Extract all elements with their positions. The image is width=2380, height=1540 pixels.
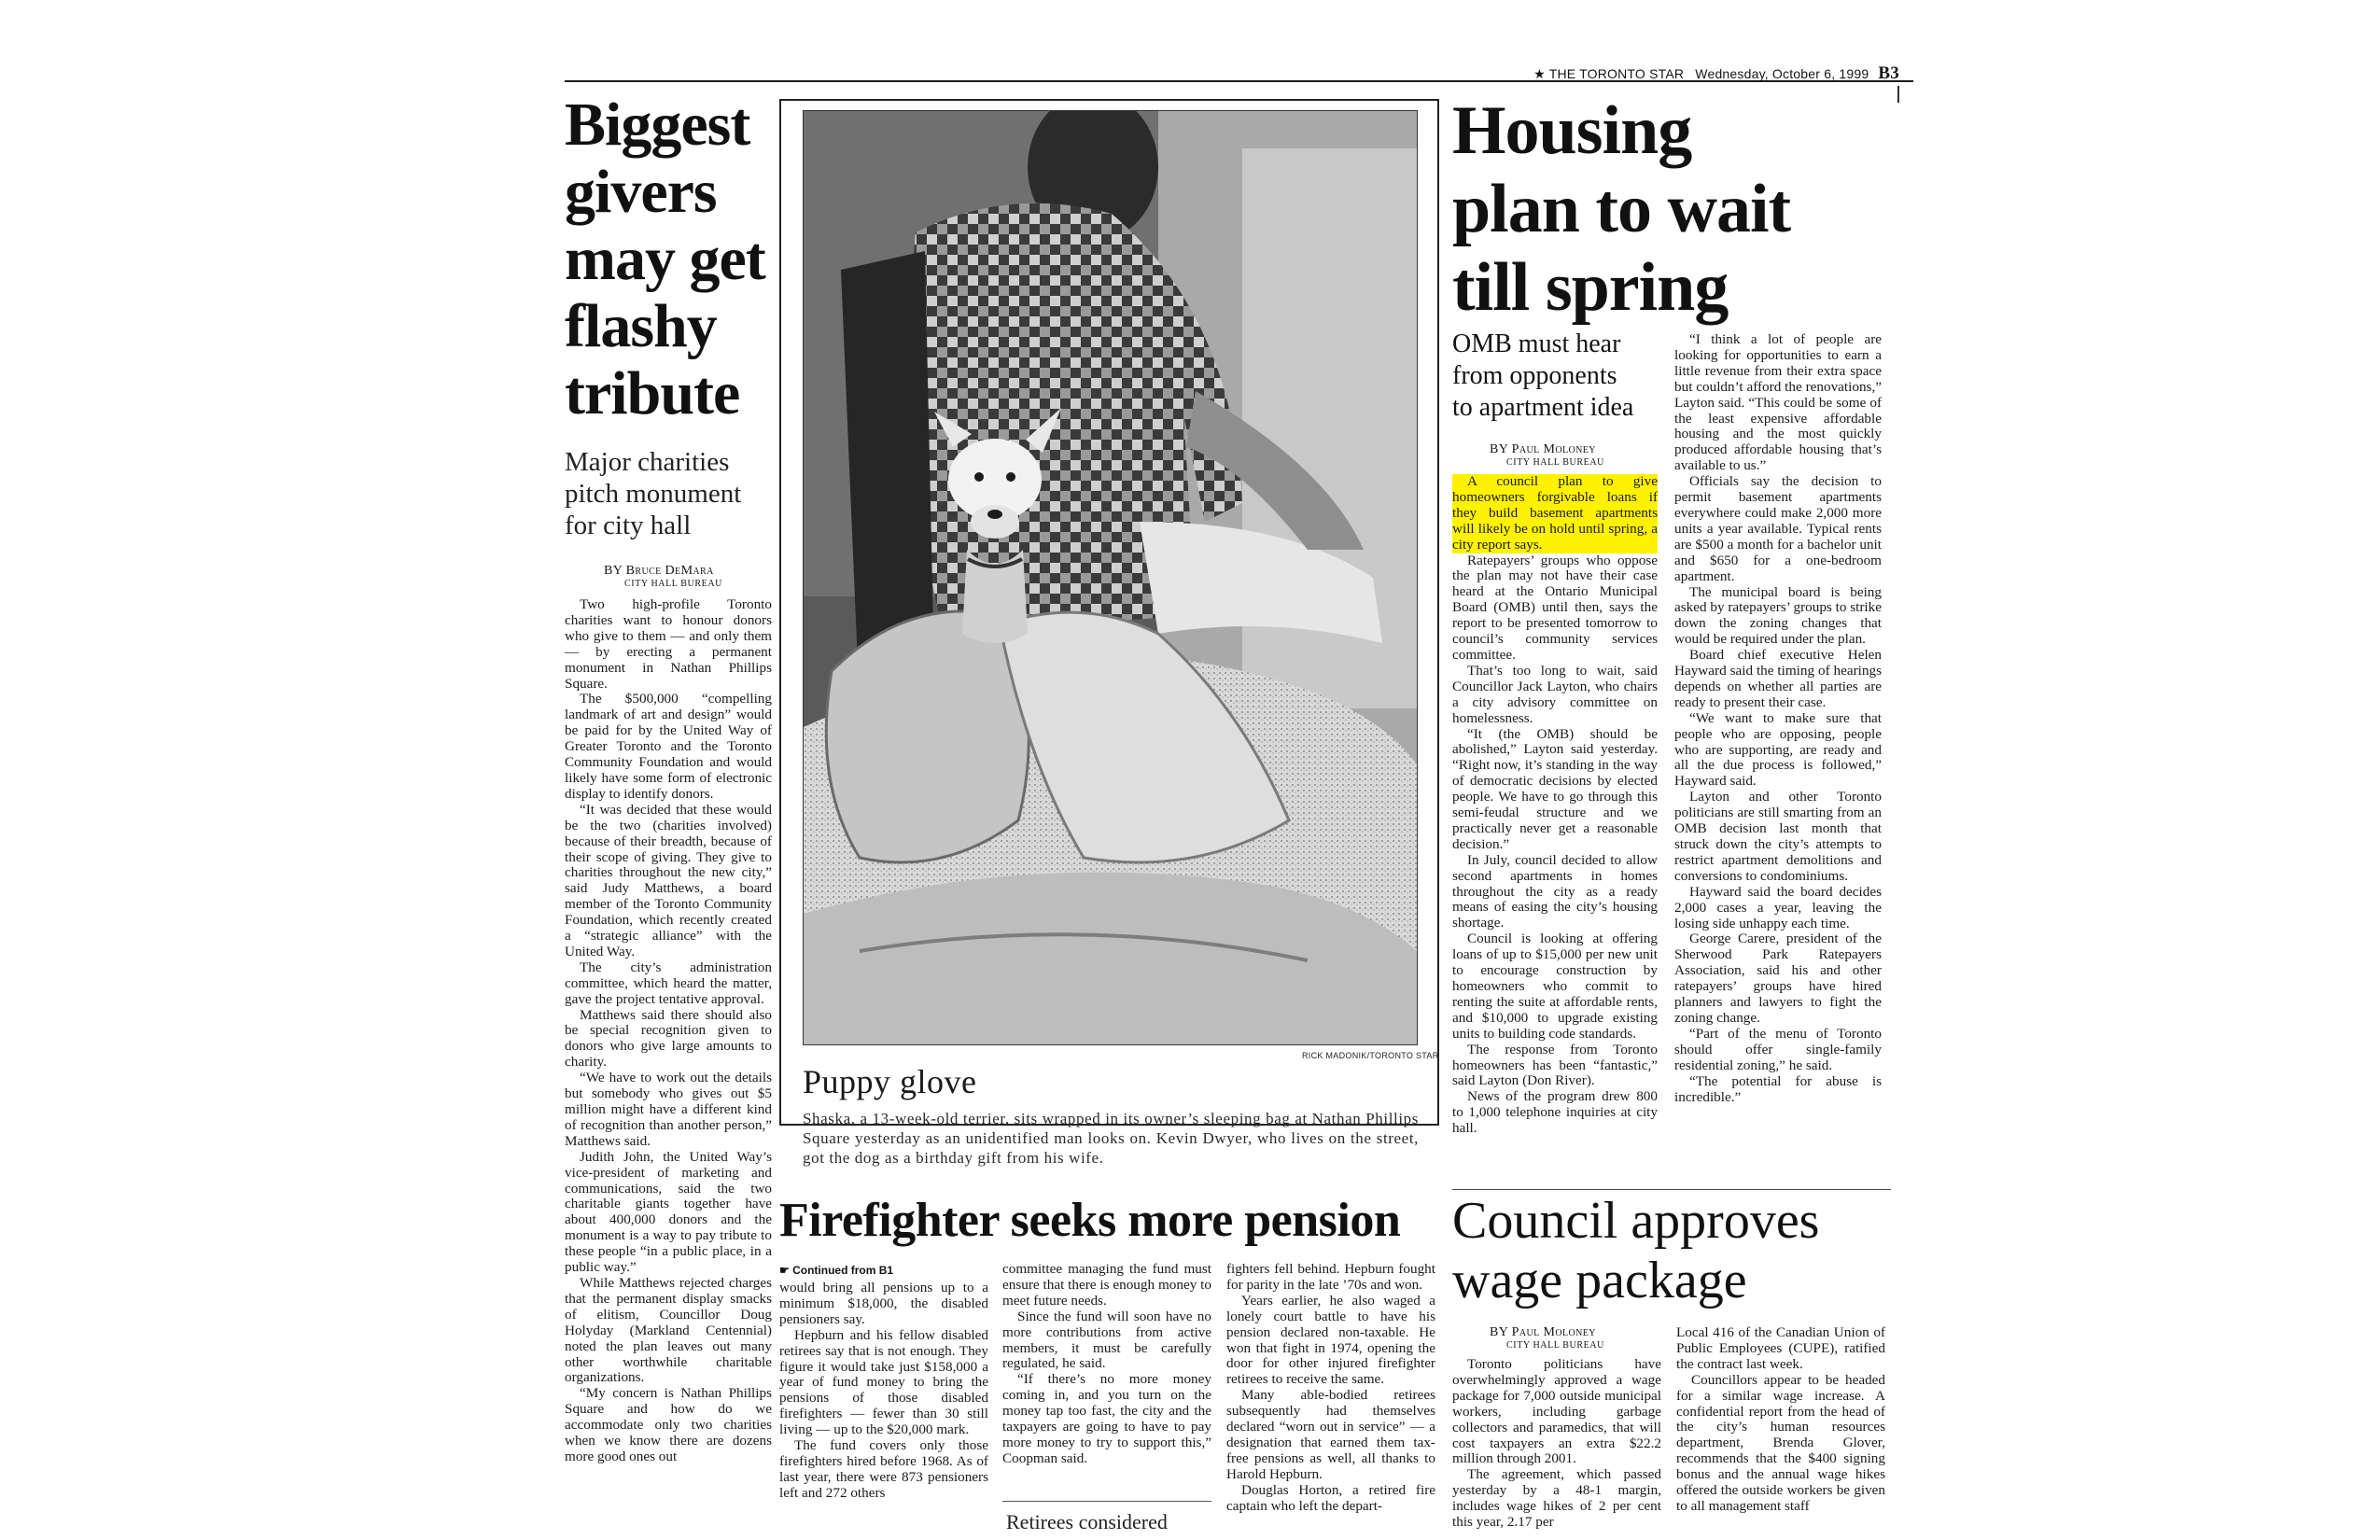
star-icon: ★ — [1533, 66, 1546, 81]
story-biggest-givers — [565, 91, 772, 589]
caption-title: Puppy glove — [803, 1063, 977, 1100]
page-number: B3 — [1878, 63, 1899, 83]
byline-moloney-housing: BY Paul Moloney CITY HALL BUREAU — [1490, 442, 1604, 468]
margin-mark — [1897, 86, 1899, 103]
body-housing-col1: A council plan to give homeowners forgivable loans if they build basement apartments will likely be on hold until spring, a city report says. Ratepayers’ groups who oppose the plan may not have their case heard at the Ontario Municipal Board (OMB) until then, says the report to be presented tomorrow to council’s community services committee. That’s too long to wait, said Councillor Jack Layton, who chairs a city advisory committee on homelessness. “It (the OMB) should be abolished,” Layton said yesterday. “Right now, it’s standing in the way of democratic decisions by elected people. We have to go through this semi-feudal structure and we practically never get a reasonable decision.” In July, council decided to allow second apartments in homes throughout the city as a ready means of easing the city’s housing shortage. Council is looking at offering loans of up to $15,000 per new unit to encourage construction by homeowners who commit to renting the suite at affordable rents, and $10,000 to upgrade existing units to building code standards. The response from Toronto homeowners has been “fantastic,” said Layton (Don River). News of the program drew 800 to 1,000 telephone inquiries at city hall. — [1452, 474, 1658, 1137]
body-firefighter-col3: fighters fell behind. Hepburn fought for parity in the late ’70s and won. Years earlier, he also waged a lonely court battle to have his pension declared non-taxable. He won that fight in 1974, opening the door for other injured firefighter retirees to receive the same. Many able-bodied retirees subsequently had themselves declared “worn out in service” — a designation that earned them tax-free pensions as well, all thanks to Harold Hepburn. Douglas Horton, a retired fire captain who left the depart- — [1226, 1262, 1435, 1514]
issue-date: Wednesday, October 6, 1999 — [1695, 66, 1869, 81]
deck-housing-plan: OMB must hear from opponents to apartment idea — [1452, 329, 1634, 422]
headline-housing-plan: Housing plan to wait till spring — [1452, 92, 1791, 326]
body-firefighter-col1: would bring all pensions up to a minimum $18,000, the disabled pensioners say. Hepburn and his fellow disabled retirees say that is not enough. They figure it would take just $158,000 a year of fund money to bring the pensions of those disabled firefighters — fewer than 30 still living — up to the $20,000 mark. The fund covers only those firefighters hired before 1968. As of last year, there were 873 pensioners left and 272 others — [779, 1281, 988, 1501]
photo-credit: RICK MADONIK/TORONTO STAR — [1302, 1051, 1439, 1060]
body-firefighter-col2: committee managing the fund must ensure that there is enough money to meet future needs. Since the fund will soon have no more contributions from active members, it must be carefully regulated, he said. “If there’s no more money coming in, and you turn on the money tap too fast, the city and the taxpayers are going to have to pay more money to try to support this,” Coopman said. — [1002, 1262, 1211, 1466]
photo-puppy — [803, 110, 1418, 1045]
pointing-hand-icon: ☛ — [779, 1264, 793, 1277]
headline-firefighter: Firefighter seeks more pension — [779, 1194, 1401, 1247]
body-council-col2: Local 416 of the Canadian Union of Public Employees (CUPE), ratified the contract last week. Councillors appear to be headed for a similar wage increase. A confidential report from the head of the city’s human resources department, Brenda Glover, recommends that the $400 signing bonus and the annual wage hikes offered the outside workers be given to all management staff — [1676, 1325, 1885, 1514]
paper-name: THE TORONTO STAR — [1548, 66, 1685, 81]
story4-rule — [1452, 1189, 1891, 1190]
caption-text: Shaska, a 13-week-old terrier, sits wrapped in its owner’s sleeping bag at Nathan Phillips Square yesterday as an unidentified man looks on. Kevin Dwyer, who lives on the street, got the dog as a birthday gift from his wife. — [803, 1110, 1419, 1167]
body-biggest-givers: Two high-profile Toronto charities want to honour donors who give to them — and only them — by erecting a permanent monument in Nathan Phillips Square. The $500,000 “compelling landmark of art and design” would be paid for by the United Way of Greater Toronto and the Toronto Community Foundation and would likely have some form of electronic display to identify donors. “It was decided that these would be the two (charities involved) because of their breadth, because of their scope of giving. They give to charities throughout the new city,” said Judy Matthews, a board member of the Toronto Community Foundation, which recently created a “strategic alliance” with the United Way. The city’s administration committee, which heard the matter, gave the project tentative approval. Matthews said there should also be special recognition given to donors who give large amounts to charity. “We have to work out the details but somebody who gives out $5 million might have a different kind of recognition than another person,” Matthews said. Judith John, the United Way’s vice-president of marketing and communications, said the two charitable giants together have about 400,000 donors and the monument is a way to pay tribute to these people “in a public place, in a public way.” While Matthews rejected charges that the permanent display smacks of elitism, Councillor Doug Holyday (Markland Centennial) noted the plan leaves out many other worthwhile charitable organizations. “My concern is Nathan Phillips Square and how do we accommodate only two charities when we know there are dozens more good ones out — [565, 597, 772, 1464]
highlighted-lead: A council plan to give homeowners forgivable loans if they build basement apartments will likely be on hold until spring, a city report says. — [1452, 474, 1658, 553]
byline-demara: BY Bruce DeMara CITY HALL BUREAU — [604, 564, 722, 589]
body-council-col1: Toronto politicians have overwhelmingly approved a wage package for 7,000 outside municipal workers, including garbage collectors and paramedics, that will cost taxpayers an extra $22.2 million through 2001. The agreement, which passed yesterday by a 48-1 margin, includes wage hikes of 2 per cent this year, 2.17 per — [1452, 1357, 1661, 1531]
byline-moloney-council: BY Paul Moloney CITY HALL BUREAU — [1490, 1325, 1604, 1351]
subhead-rule — [1002, 1501, 1211, 1502]
story-housing-plan — [1452, 91, 1891, 327]
masthead — [1533, 63, 1899, 84]
headline-council-approves: Council approves wage package — [1452, 1192, 1820, 1309]
headline-biggest-givers: Biggest givers may get flashy tribute — [565, 91, 765, 427]
deck-biggest-givers: Major charities pitch monument for city hall — [565, 447, 742, 540]
photo-illustration — [804, 111, 1417, 1044]
subhead-retirees: Retirees considered — [1006, 1510, 1168, 1533]
continued-from: ☛ Continued from B1 — [779, 1264, 894, 1277]
body-housing-col2: “I think a lot of people are looking for opportunities to earn a little revenue from their extra space but couldn’t afford the renovations,” Layton said. “This could be some of the least expensive affordable housing and the most quickly produced affordable housing that’s available to us.” Officials say the decision to permit basement apartments everywhere could make 2,000 more units a year available. Typical rents are $500 a month for a bachelor unit and $650 for a one-bedroom apartment. The municipal board is being asked by ratepayers’ groups to strike down the zoning changes that would be required under the plan. Board chief executive Helen Hayward said the timing of hearings depends on whether all parties are ready to present their case. “We want to make sure that people who are opposing, people who are supporting, are ready and all the due process is followed,” Hayward said. Layton and other Toronto politicians are still smarting from an OMB decision last month that struck down the city’s attempts to restrict apartment demolitions and conversions to condominiums. Hayward said the board decides 2,000 cases a year, leaving the losing side unhappy each time. George Carere, president of the Sherwood Park Ratepayers Association, said his and other ratepayers’ groups have hired planners and lawyers to fight the zoning change. “Part of the menu of Toronto should offer single-family residential zoning,” he said. “The potential for abuse is incredible.” — [1674, 332, 1882, 1105]
